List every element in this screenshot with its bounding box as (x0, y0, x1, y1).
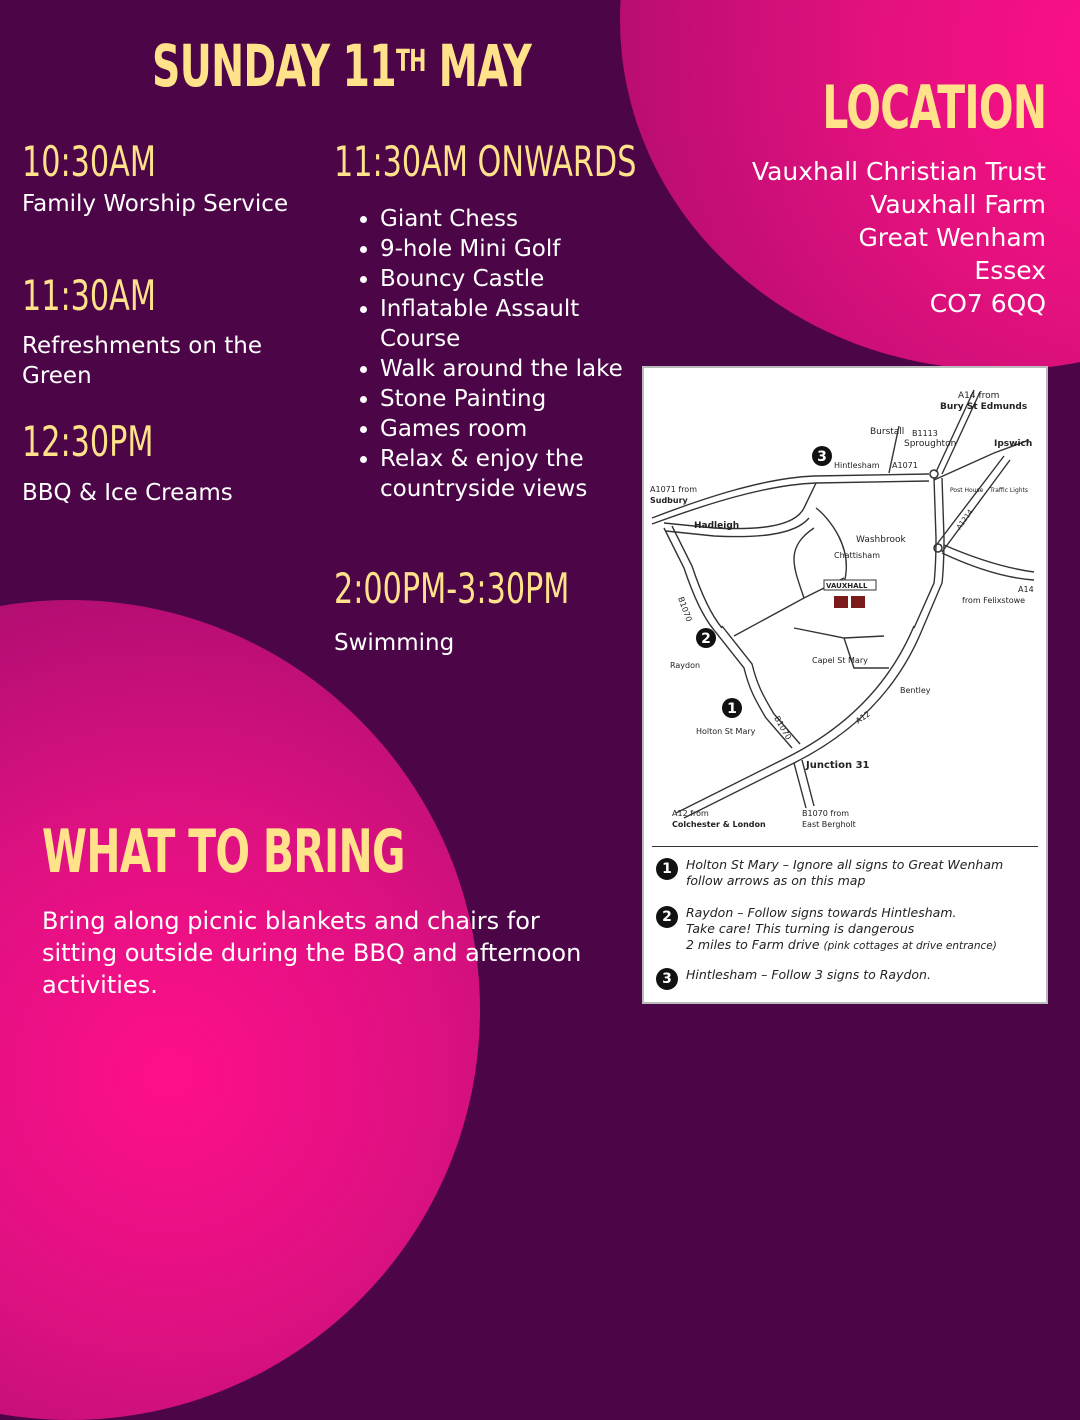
address-line: CO7 6QQ (929, 289, 1046, 318)
schedule-time-3: 12:30PM (22, 417, 154, 466)
schedule-time-2: 11:30AM (22, 271, 156, 320)
what-to-bring-text: Bring along picnic blankets and chairs for sitting outside during the BBQ and afternoon activities. (42, 907, 582, 999)
list-item: • Games room (380, 414, 640, 444)
legend-item-1: 1 Holton St Mary – Ignore all signs to Great Wenham follow arrows as on this map (656, 857, 1036, 889)
map-label: A1214 (955, 508, 975, 532)
map-label: VAUXHALL (826, 582, 868, 590)
list-item: • Walk around the lake (380, 354, 640, 384)
map-label: Burstall (870, 427, 905, 437)
map-label: from Felixstowe (962, 596, 1026, 605)
schedule-desc-3: BBQ & Ice Creams (22, 480, 233, 506)
road-map (644, 368, 1046, 846)
location-address (686, 155, 1046, 320)
map-label: B1113 (912, 429, 938, 438)
svg-text:1: 1 (727, 701, 737, 717)
date-ordinal: TH (395, 44, 426, 79)
map-label: A1071 (892, 461, 918, 470)
map-marker-2 (696, 628, 716, 648)
vauxhall-icon (834, 596, 848, 608)
event-date-title: SUNDAY 11TH MAY (152, 32, 532, 100)
map-label: B1070 (676, 595, 694, 623)
list-item: • 9-hole Mini Golf (380, 234, 640, 264)
map-label: Bentley (900, 686, 931, 695)
map-label: Junction 31 (806, 760, 870, 771)
schedule-time-1: 10:30AM (22, 137, 156, 186)
map-label: Sproughton (904, 439, 957, 449)
what-to-bring-heading: WHAT TO BRING (42, 817, 405, 887)
map-marker-3 (812, 446, 832, 466)
svg-text:2: 2 (701, 631, 711, 647)
map-label: Traffic Lights (990, 487, 1029, 494)
address-line: Vauxhall Christian Trust (751, 157, 1046, 186)
location-heading: LOCATION (822, 73, 1046, 143)
map-marker-1 (722, 698, 742, 718)
list-item: • Relax & enjoy the countryside views (380, 444, 640, 504)
map-label: A1071 from (650, 485, 697, 494)
directions-map (642, 366, 1048, 1004)
address-line: Essex (974, 256, 1046, 285)
activities-time: 11:30AM ONWARDS (334, 137, 637, 186)
decorative-blob-bottom-left (0, 600, 480, 1420)
map-label: B1070 (772, 714, 793, 742)
map-label: Washbrook (856, 535, 906, 545)
address-line: Great Wenham (858, 223, 1046, 252)
map-label: B1070 from (802, 809, 850, 818)
legend-number: 2 (656, 906, 678, 928)
address-line: Vauxhall Farm (870, 190, 1046, 219)
map-label: Hadleigh (694, 521, 740, 531)
vauxhall-icon (851, 596, 865, 608)
map-label: East Bergholt (802, 820, 856, 829)
schedule-time-swim: 2:00PM-3:30PM (334, 564, 570, 613)
map-label: Bury St Edmunds (940, 402, 1028, 412)
map-label: Capel St Mary (812, 656, 868, 665)
legend-number: 3 (656, 968, 678, 990)
map-legend (652, 846, 1038, 996)
map-label: Hintlesham (834, 461, 880, 470)
schedule-desc-swim: Swimming (334, 630, 455, 656)
list-item: • Stone Painting (380, 384, 640, 414)
map-label: Chattisham (834, 551, 880, 560)
map-label: A14 (1018, 585, 1034, 594)
list-item: • Inflatable Assault Course (380, 294, 640, 354)
legend-item-2: 2 Raydon – Follow signs towards Hintlesham. Take care! This turning is dangerous 2 miles to Farm drive (pink cottages at drive entrance) (656, 905, 1036, 954)
map-label: A12 (853, 709, 872, 726)
legend-number: 1 (656, 858, 678, 880)
map-label: Ipswich (994, 439, 1033, 449)
list-item: • Bouncy Castle (380, 264, 640, 294)
legend-item-3: 3 Hintlesham – Follow 3 signs to Raydon. (656, 967, 1036, 983)
map-label: Holton St Mary (696, 727, 756, 736)
map-label: Sudbury (650, 496, 688, 505)
list-item: • Giant Chess (380, 204, 640, 234)
schedule-desc-2: Refreshments on the Green (22, 333, 263, 389)
map-label: A12 from (672, 809, 709, 818)
map-label: Post House (950, 487, 984, 494)
map-label: Raydon (670, 661, 701, 670)
schedule-desc-1: Family Worship Service (22, 191, 289, 217)
svg-text:3: 3 (817, 449, 827, 465)
map-label: Colchester & London (672, 820, 766, 829)
activities-list (348, 204, 640, 504)
map-label: A14 from (958, 391, 1000, 401)
